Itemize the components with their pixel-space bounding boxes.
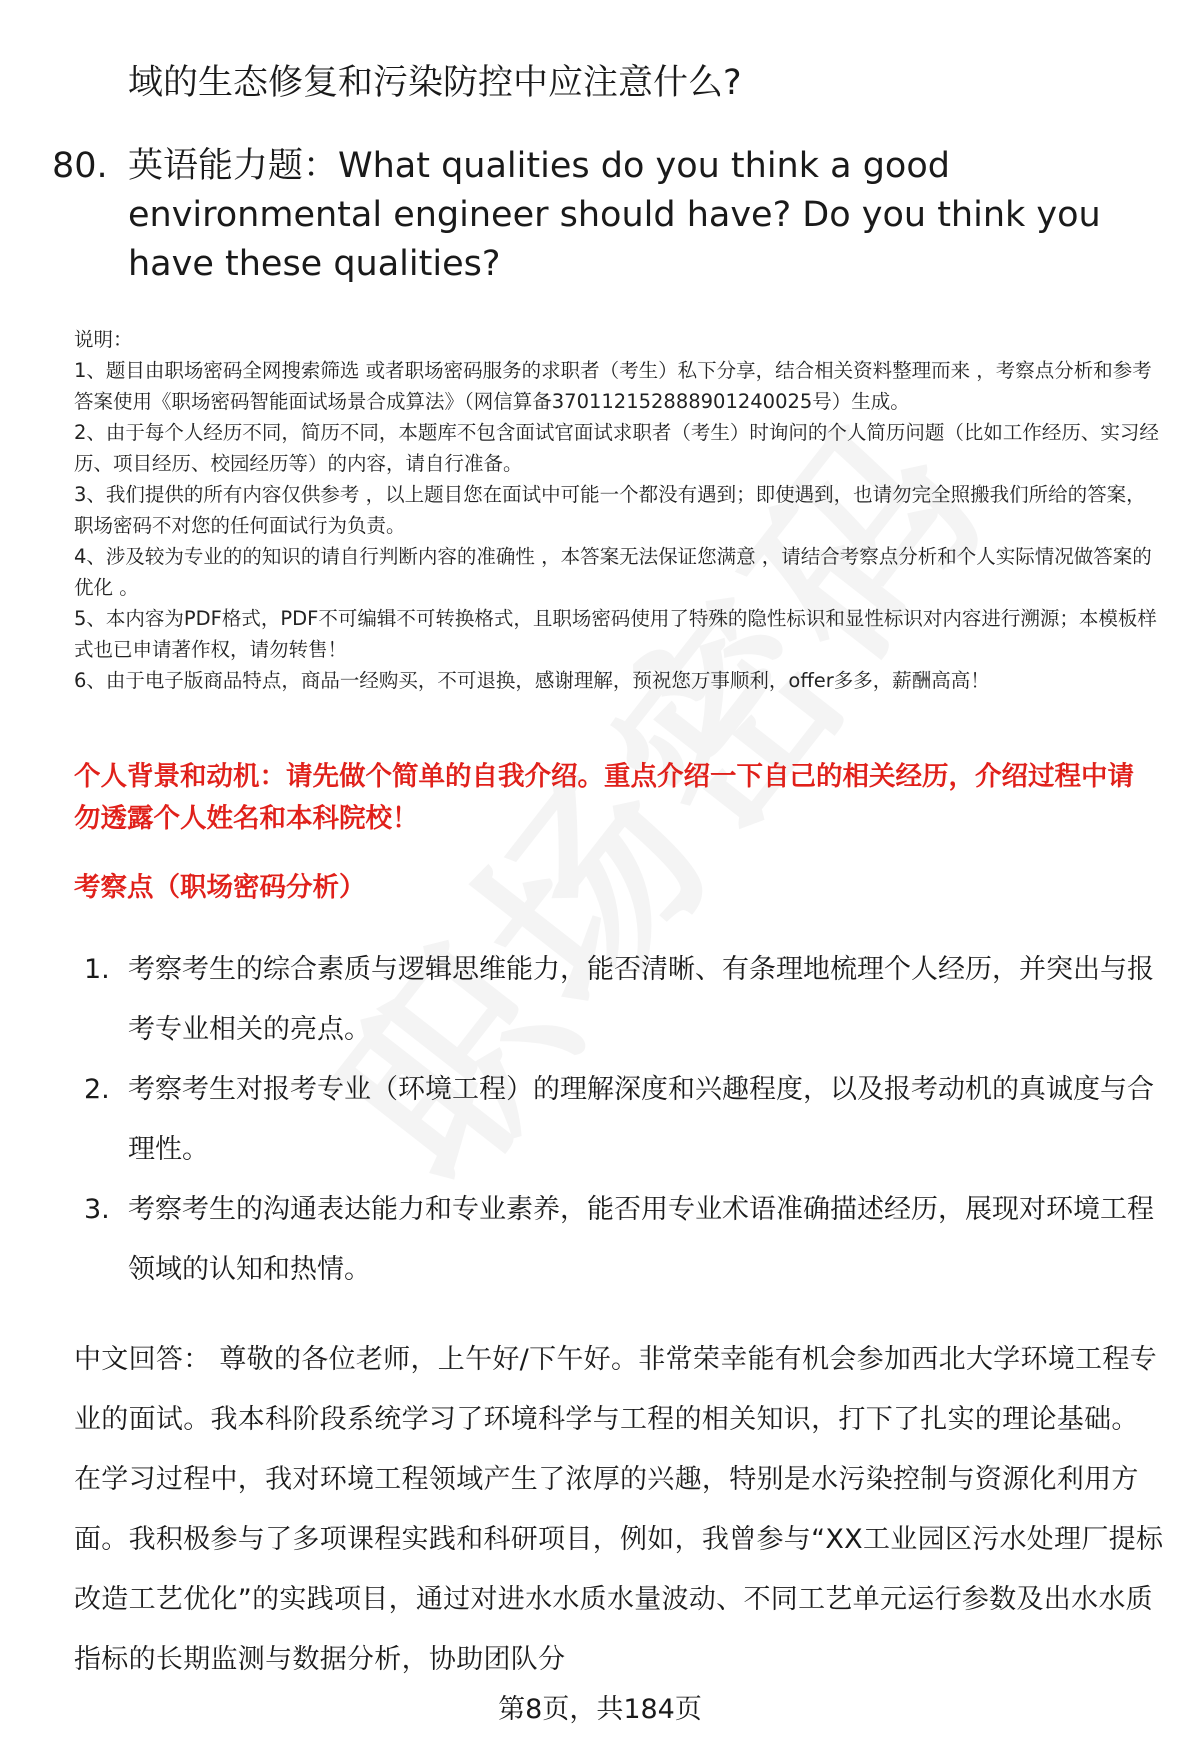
answer-paragraph: 中文回答： 尊敬的各位老师，上午好/下午好。非常荣幸能有机会参加西北大学环境工程专业的面试。我本科阶段系统学习了环境科学与工程的相关知识，打下了扎实的理论基础。在学习过程中，我对环境工程领域产生了浓厚的兴趣，特别是水污染控制与资源化利用方面。我积极参与了多项课程实践和科研项目，例如，我曾参与“XX工业园区污水处理厂提标改造工艺优化”的实践项目，通过对进水水质水量波动、不同工艺单元运行参数及出水水质指标的长期监测与数据分析，协助团队分	[74, 1344, 1164, 1675]
question-number: 80.	[52, 146, 108, 186]
point-text: 考察考生的综合素质与逻辑思维能力，能否清晰、有条理地梳理个人经历，并突出与报考专业相关的亮点。	[128, 954, 1154, 1045]
notes-item: 4、涉及较为专业的的知识的请自行判断内容的准确性 ，本答案无法保证您满意 ，请结合考察点分析和个人实际情况做答案的优化 。	[74, 545, 1152, 599]
point-number: 2.	[84, 1074, 110, 1105]
analysis-heading: 考察点（职场密码分析）	[74, 872, 366, 903]
notes-item: 3、我们提供的所有内容仅供参考 ，以上题目您在面试中可能一个都没有遇到；即使遇到，也请勿完全照搬我们所给的答案，职场密码不对您的任何面试行为负责。	[74, 483, 1146, 537]
page-footer: 第8页，共184页	[498, 1694, 702, 1725]
notes-item: 5、本内容为PDF格式，PDF不可编辑不可转换格式，且职场密码使用了特殊的隐性标识和显性标识对内容进行溯源；本模板样式也已申请著作权，请勿转售！	[74, 607, 1157, 661]
question-continuation: 域的生态修复和污染防控中应注意什么?	[128, 63, 742, 103]
notes-item: 1、题目由职场密码全网搜索筛选 或者职场密码服务的求职者（考生）私下分享，结合相关资料整理而来 ，考察点分析和参考答案使用《职场密码智能面试场景合成算法》（网信算备370112152888901240025号）生成。	[74, 359, 1152, 413]
notes-item: 2、由于每个人经历不同，简历不同，本题库不包含面试官面试求职者（考生）时询问的个人简历问题（比如工作经历、实习经历、项目经历、校园经历等）的内容，请自行准备。	[74, 421, 1159, 475]
point-number: 1.	[84, 954, 110, 985]
notes-title: 说明：	[74, 328, 133, 351]
intro-question: 个人背景和动机：请先做个简单的自我介绍。重点介绍一下自己的相关经历，介绍过程中请勿透露个人姓名和本科院校！	[74, 761, 1134, 834]
analysis-point	[84, 1180, 1164, 1300]
analysis-point	[84, 1060, 1164, 1180]
notes-block	[74, 324, 1164, 696]
point-number: 3.	[84, 1194, 110, 1225]
analysis-point	[84, 940, 1164, 1060]
question-text: 英语能力题：What qualities do you think a good environmental engineer should have? Do you think you have these qualities?	[128, 146, 1101, 284]
analysis-points	[84, 940, 1164, 1300]
notes-item: 6、由于电子版商品特点，商品一经购买，不可退换，感谢理解，预祝您万事顺利，offer多多，薪酬高高！	[74, 669, 990, 692]
point-text: 考察考生的沟通表达能力和专业素养，能否用专业术语准确描述经历，展现对环境工程领域的认知和热情。	[128, 1194, 1154, 1285]
point-text: 考察考生对报考专业（环境工程）的理解深度和兴趣程度，以及报考动机的真诚度与合理性。	[128, 1074, 1154, 1165]
